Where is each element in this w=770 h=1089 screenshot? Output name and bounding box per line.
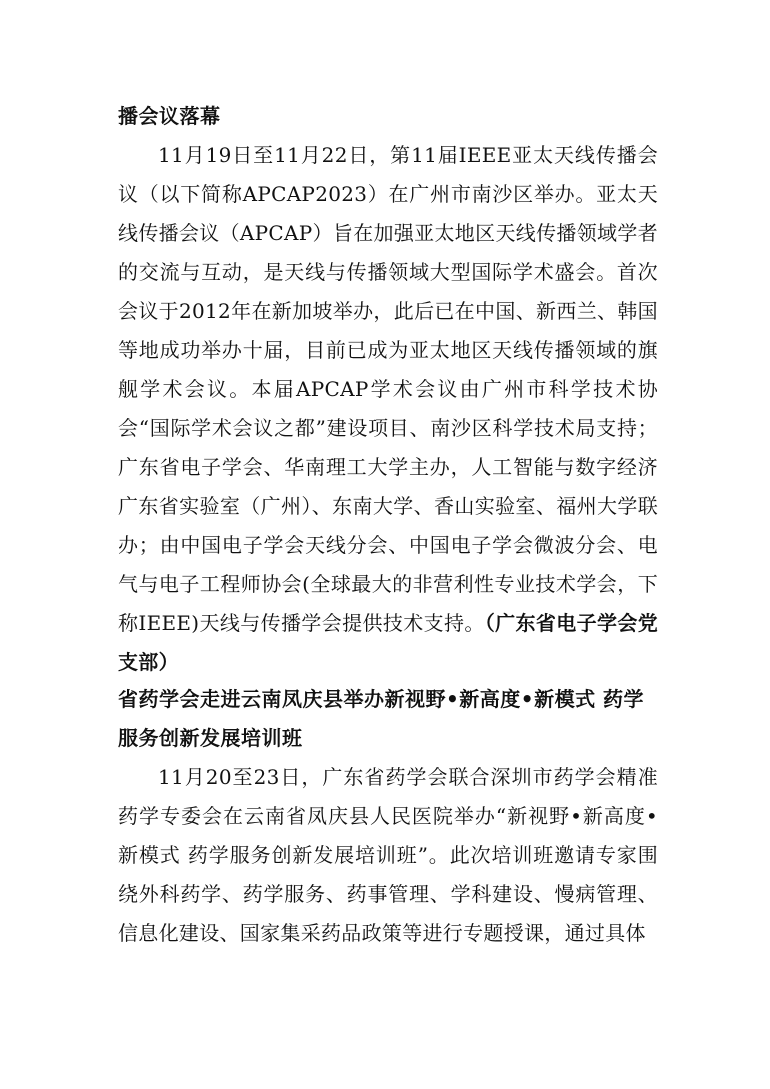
article-body-apcap bbox=[118, 136, 658, 682]
source-note: （广东省电子学会党支部） bbox=[118, 611, 658, 674]
article-body-apcap-text: 11月19日至11月22日，第11届IEEE亚太天线传播会议（以下简称APCAP2023）在广州市南沙区举办。亚太天线传播会议（APCAP）旨在加强亚太地区天线传播领域学者的交流与互动，是天线与传播领域大型国际学术盛会。首次会议于2012年在新加坡举办，此后已在中国、新西兰、韩国等地成功举办十届，目前已成为亚太地区天线传播领域的旗舰学术会议。本届APCAP学术会议由广州市科学技术协会“国际学术会议之都”建设项目、南沙区科学技术局支持；广东省电子学会、华南理工大学主办，人工智能与数字经济广东省实验室（广州）、东南大学、香山实验室、福州大学联办；由中国电子学会天线分会、中国电子学会微波分会、电气与电子工程师协会(全球最大的非营利性专业技术学会，下称IEEE)天线与传播学会提供技术支持。 bbox=[118, 143, 658, 635]
article-title-apcap: 播会议落幕 bbox=[118, 104, 221, 128]
article-title-pharmacy-training: 省药学会走进云南凤庆县举办新视野•新高度•新模式 药学服务创新发展培训班 bbox=[118, 687, 645, 750]
article-body-pharmacy-training: 11月20至23日，广东省药学会联合深圳市药学会精准药学专委会在云南省凤庆县人民医院举办“新视野•新高度•新模式 药学服务创新发展培训班”。此次培训班邀请专家围绕外科药学、药学服务、药事管理、学科建设、慢病管理、信息化建设、国家集采药品政策等进行专题授课，通过具体 bbox=[118, 765, 658, 945]
